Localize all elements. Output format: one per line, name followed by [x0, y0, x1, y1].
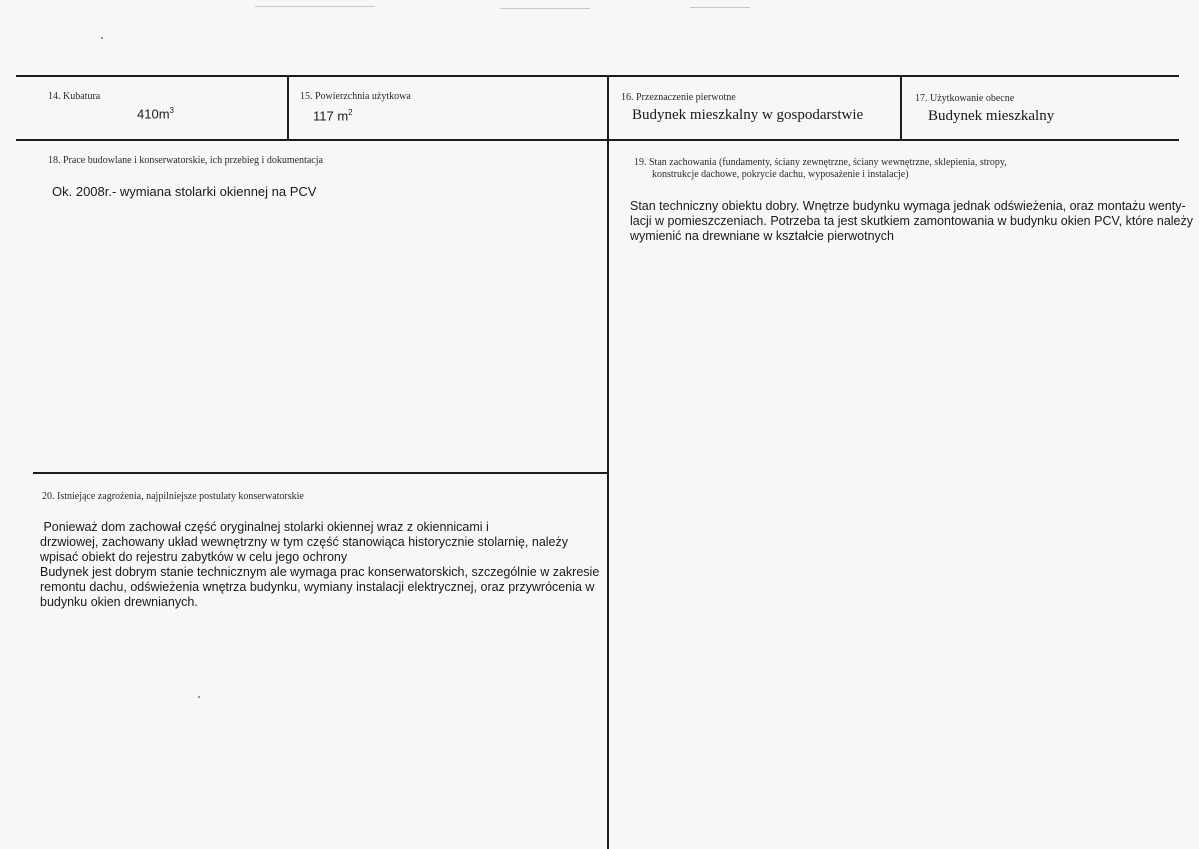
field-20-label: 20. Istniejące zagrożenia, najpilniejsze postulaty konserwatorskie — [42, 491, 304, 502]
field-16-value: Budynek mieszkalny w gospodarstwie — [632, 107, 864, 123]
field-20-text-line: Ponieważ dom zachował część oryginalnej stolarki okiennej wraz z okiennicami i — [40, 520, 489, 534]
scan-artifact-line — [690, 7, 750, 8]
field-14-label: 14. Kubatura — [48, 91, 101, 102]
field-18-label: 18. Prace budowlane i konserwatorskie, ich przebieg i dokumentacja — [48, 155, 323, 166]
col-divider-main — [607, 75, 609, 849]
field-14-value — [137, 106, 174, 121]
table-top-border — [16, 75, 1179, 77]
field-20-text-line: drzwiowej, zachowany układ wewnętrzny w tym część stanowiąca historycznie stolarnię, należy — [40, 535, 568, 549]
field-17-value: Budynek mieszkalny — [928, 108, 1055, 124]
field-20-text-line: remontu dachu, odświeżenia wnętrza budynku, wymiany instalacji elektrycznej, oraz przywrócenia w — [40, 580, 595, 594]
field-20-text-line: wpisać obiekt do rejestru zabytków w celu jego ochrony — [40, 550, 348, 564]
field-19-label-line-2: konstrukcje dachowe, pokrycie dachu, wyposażenie i instalacje) — [652, 169, 909, 180]
scan-artifact-line — [255, 6, 375, 7]
field-15-label: 15. Powierzchnia użytkowa — [300, 91, 411, 102]
section-18-20-divider — [33, 472, 609, 474]
scan-artifact-dot — [101, 37, 103, 39]
field-14-value-number: 410m — [137, 106, 170, 122]
field-19-text-line: lacji w pomieszczeniach. Potrzeba ta jest skutkiem zamontowania w budynku okien PCV, które należy — [630, 214, 1194, 228]
field-19-text-line: wymienić na drewniane w kształcie pierwotnych — [630, 229, 895, 243]
field-15-value-number: 117 m — [313, 108, 349, 124]
col-divider-16-17 — [900, 75, 902, 141]
field-18-text: Ok. 2008r.- wymiana stolarki okiennej na PCV — [52, 184, 317, 199]
field-15-value — [313, 108, 353, 123]
field-20-text-line: budynku okien drewnianych. — [40, 595, 198, 609]
field-19-text — [630, 199, 1193, 244]
col-divider-14-15 — [287, 75, 289, 141]
field-16-label: 16. Przeznaczenie pierwotne — [621, 92, 736, 103]
field-20-text — [40, 520, 599, 610]
scan-artifact-line — [500, 8, 590, 9]
row1-bottom-border — [16, 139, 1179, 141]
field-20-text-line: Budynek jest dobrym stanie technicznym ale wymaga prac konserwatorskich, szczególnie w zakresie — [40, 565, 600, 579]
field-19-label-line-1: 19. Stan zachowania (fundamenty, ściany zewnętrzne, ściany wewnętrzne, sklepienia, stropy, — [634, 157, 1007, 168]
field-19-text-line: Stan techniczny obiektu dobry. Wnętrze budynku wymaga jednak odświeżenia, oraz montażu wenty- — [630, 199, 1186, 213]
scan-artifact-dot — [198, 696, 200, 698]
field-15-value-exponent: 2 — [348, 108, 353, 117]
field-17-label: 17. Użytkowanie obecne — [915, 93, 1015, 104]
field-14-value-exponent: 3 — [169, 106, 174, 115]
